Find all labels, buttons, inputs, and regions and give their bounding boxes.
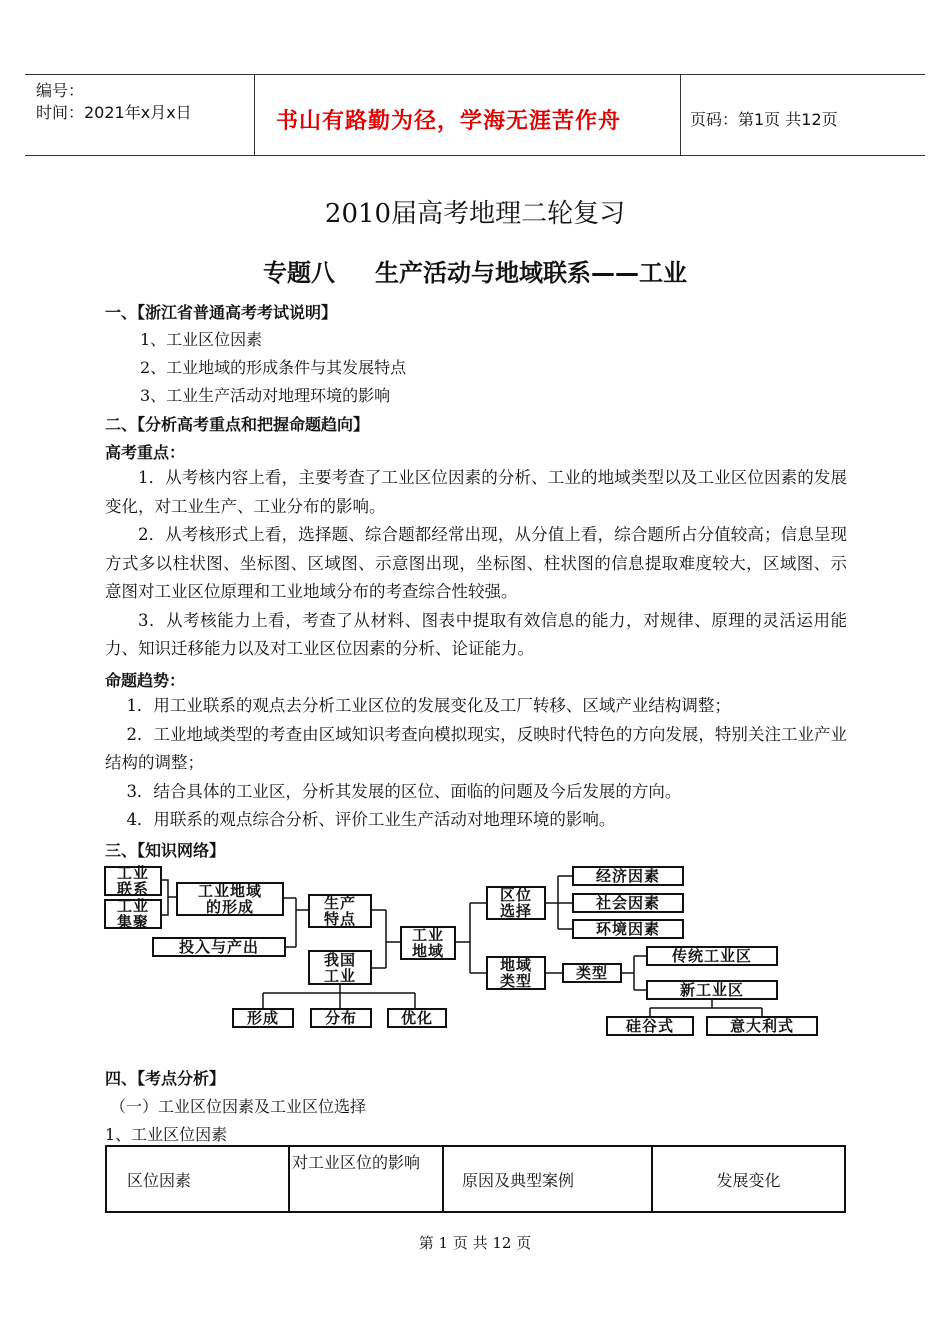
header-page-info: 页码：第1页 共12页 <box>690 110 838 129</box>
node-china-industry: 我国 工业 <box>308 950 372 985</box>
table-header-cell: 区位因素 <box>106 1146 289 1212</box>
node-environmental-factor: 环境因素 <box>572 919 684 939</box>
header-motto: 书山有路勤为径，学海无涯苦作舟 <box>276 109 622 134</box>
focus-paragraph: 1．从考核内容上看，主要考查了工业区位因素的分析、工业的地域类型以及工业区位因素的发展变化，对工业生产、工业分布的影响。 <box>105 468 847 516</box>
section-2-heading: 二、【分析高考重点和把握命题趋向】 <box>105 415 370 434</box>
node-economic-factor: 经济因素 <box>572 866 684 886</box>
section-4-heading: 四、【考点分析】 <box>105 1069 226 1088</box>
focus-paragraph: 2．从考核形式上看，选择题、综合题都经常出现，从分值上看，综合题所占分值较高；信息呈现方式多以柱状图、坐标图、区域图、示意图出现，坐标图、柱状图的信息提取难度较大，区域图、示意图对工业区位原理和工业地域分布的考查综合性较强。 <box>105 525 847 601</box>
table-header-cell: 对工业区位的影响 <box>289 1146 443 1212</box>
node-location-choice: 区位 选择 <box>486 886 546 920</box>
node-production-features: 生产 特点 <box>308 894 372 928</box>
doc-number-label: 编号： <box>36 81 85 100</box>
subtitle-topic: 专题八 <box>263 259 335 287</box>
doc-time-label: 时间：2021年x月x日 <box>36 103 192 122</box>
node-distribution: 分布 <box>310 1008 372 1028</box>
node-industrial-agglomeration: 工业 集聚 <box>104 899 162 929</box>
node-industrial-region: 工业 地域 <box>400 926 456 960</box>
section-1-item: 2、工业地域的形成条件与其发展特点 <box>140 358 407 377</box>
trend-item: 3．结合具体的工业区，分析其发展的区位、面临的问题及今后发展的方向。 <box>126 781 682 801</box>
page-footer: 第 1 页 共 12 页 <box>418 1234 532 1252</box>
trend-item: 2．工业地域类型的考查由区域知识考查向模拟现实，反映时代特色的方向发展，特别关注工业产业结构的调整； <box>105 724 847 772</box>
connector-line <box>162 880 168 915</box>
node-type: 类型 <box>562 963 622 983</box>
subtitle-name: 生产活动与地域联系——工业 <box>375 259 687 287</box>
section-4-sub2: 1、工业区位因素 <box>105 1125 228 1144</box>
node-industrial-linkage: 工业 联系 <box>104 866 162 896</box>
node-new-industrial-zone: 新工业区 <box>646 980 778 1000</box>
table-header-cell: 发展变化 <box>652 1146 845 1212</box>
trend-item: 4．用联系的观点综合分析、评价工业生产活动对地理环境的影响。 <box>126 810 616 829</box>
node-input-output: 投入与产出 <box>152 937 286 957</box>
node-region-type: 地域 类型 <box>486 956 546 990</box>
page-title: 2010届高考地理二轮复习 <box>324 199 626 229</box>
node-region-formation: 工业地域 的形成 <box>176 882 284 916</box>
section-3-heading: 三、【知识网络】 <box>105 841 226 860</box>
section-1-heading: 一、【浙江省普通高考考试说明】 <box>105 303 338 322</box>
node-social-factor: 社会因素 <box>572 893 684 913</box>
node-silicon-valley-type: 硅谷式 <box>606 1016 694 1036</box>
section-1-item: 1、工业区位因素 <box>140 330 263 349</box>
node-traditional-industrial-zone: 传统工业区 <box>646 946 778 966</box>
location-factor-table <box>105 1145 846 1213</box>
focus-label: 高考重点： <box>105 443 186 462</box>
node-italy-type: 意大利式 <box>706 1016 818 1036</box>
trend-item: 1．用工业联系的观点去分析工业区位的发展变化及工厂转移、区域产业结构调整； <box>126 696 731 715</box>
section-4-sub1: （一）工业区位因素及工业区位选择 <box>110 1097 367 1116</box>
node-optimization: 优化 <box>387 1008 447 1028</box>
focus-paragraph: 3．从考核能力上看，考查了从材料、图表中提取有效信息的能力，对规律、原理的灵活运用能力、知识迁移能力以及对工业区位因素的分析、论证能力。 <box>105 610 847 658</box>
table-header-cell: 原因及典型案例 <box>443 1146 652 1212</box>
trend-label: 命题趋势： <box>105 671 186 690</box>
table-header-row <box>106 1146 845 1212</box>
section-1-item: 3、工业生产活动对地理环境的影响 <box>140 386 391 405</box>
node-formation: 形成 <box>232 1008 294 1028</box>
